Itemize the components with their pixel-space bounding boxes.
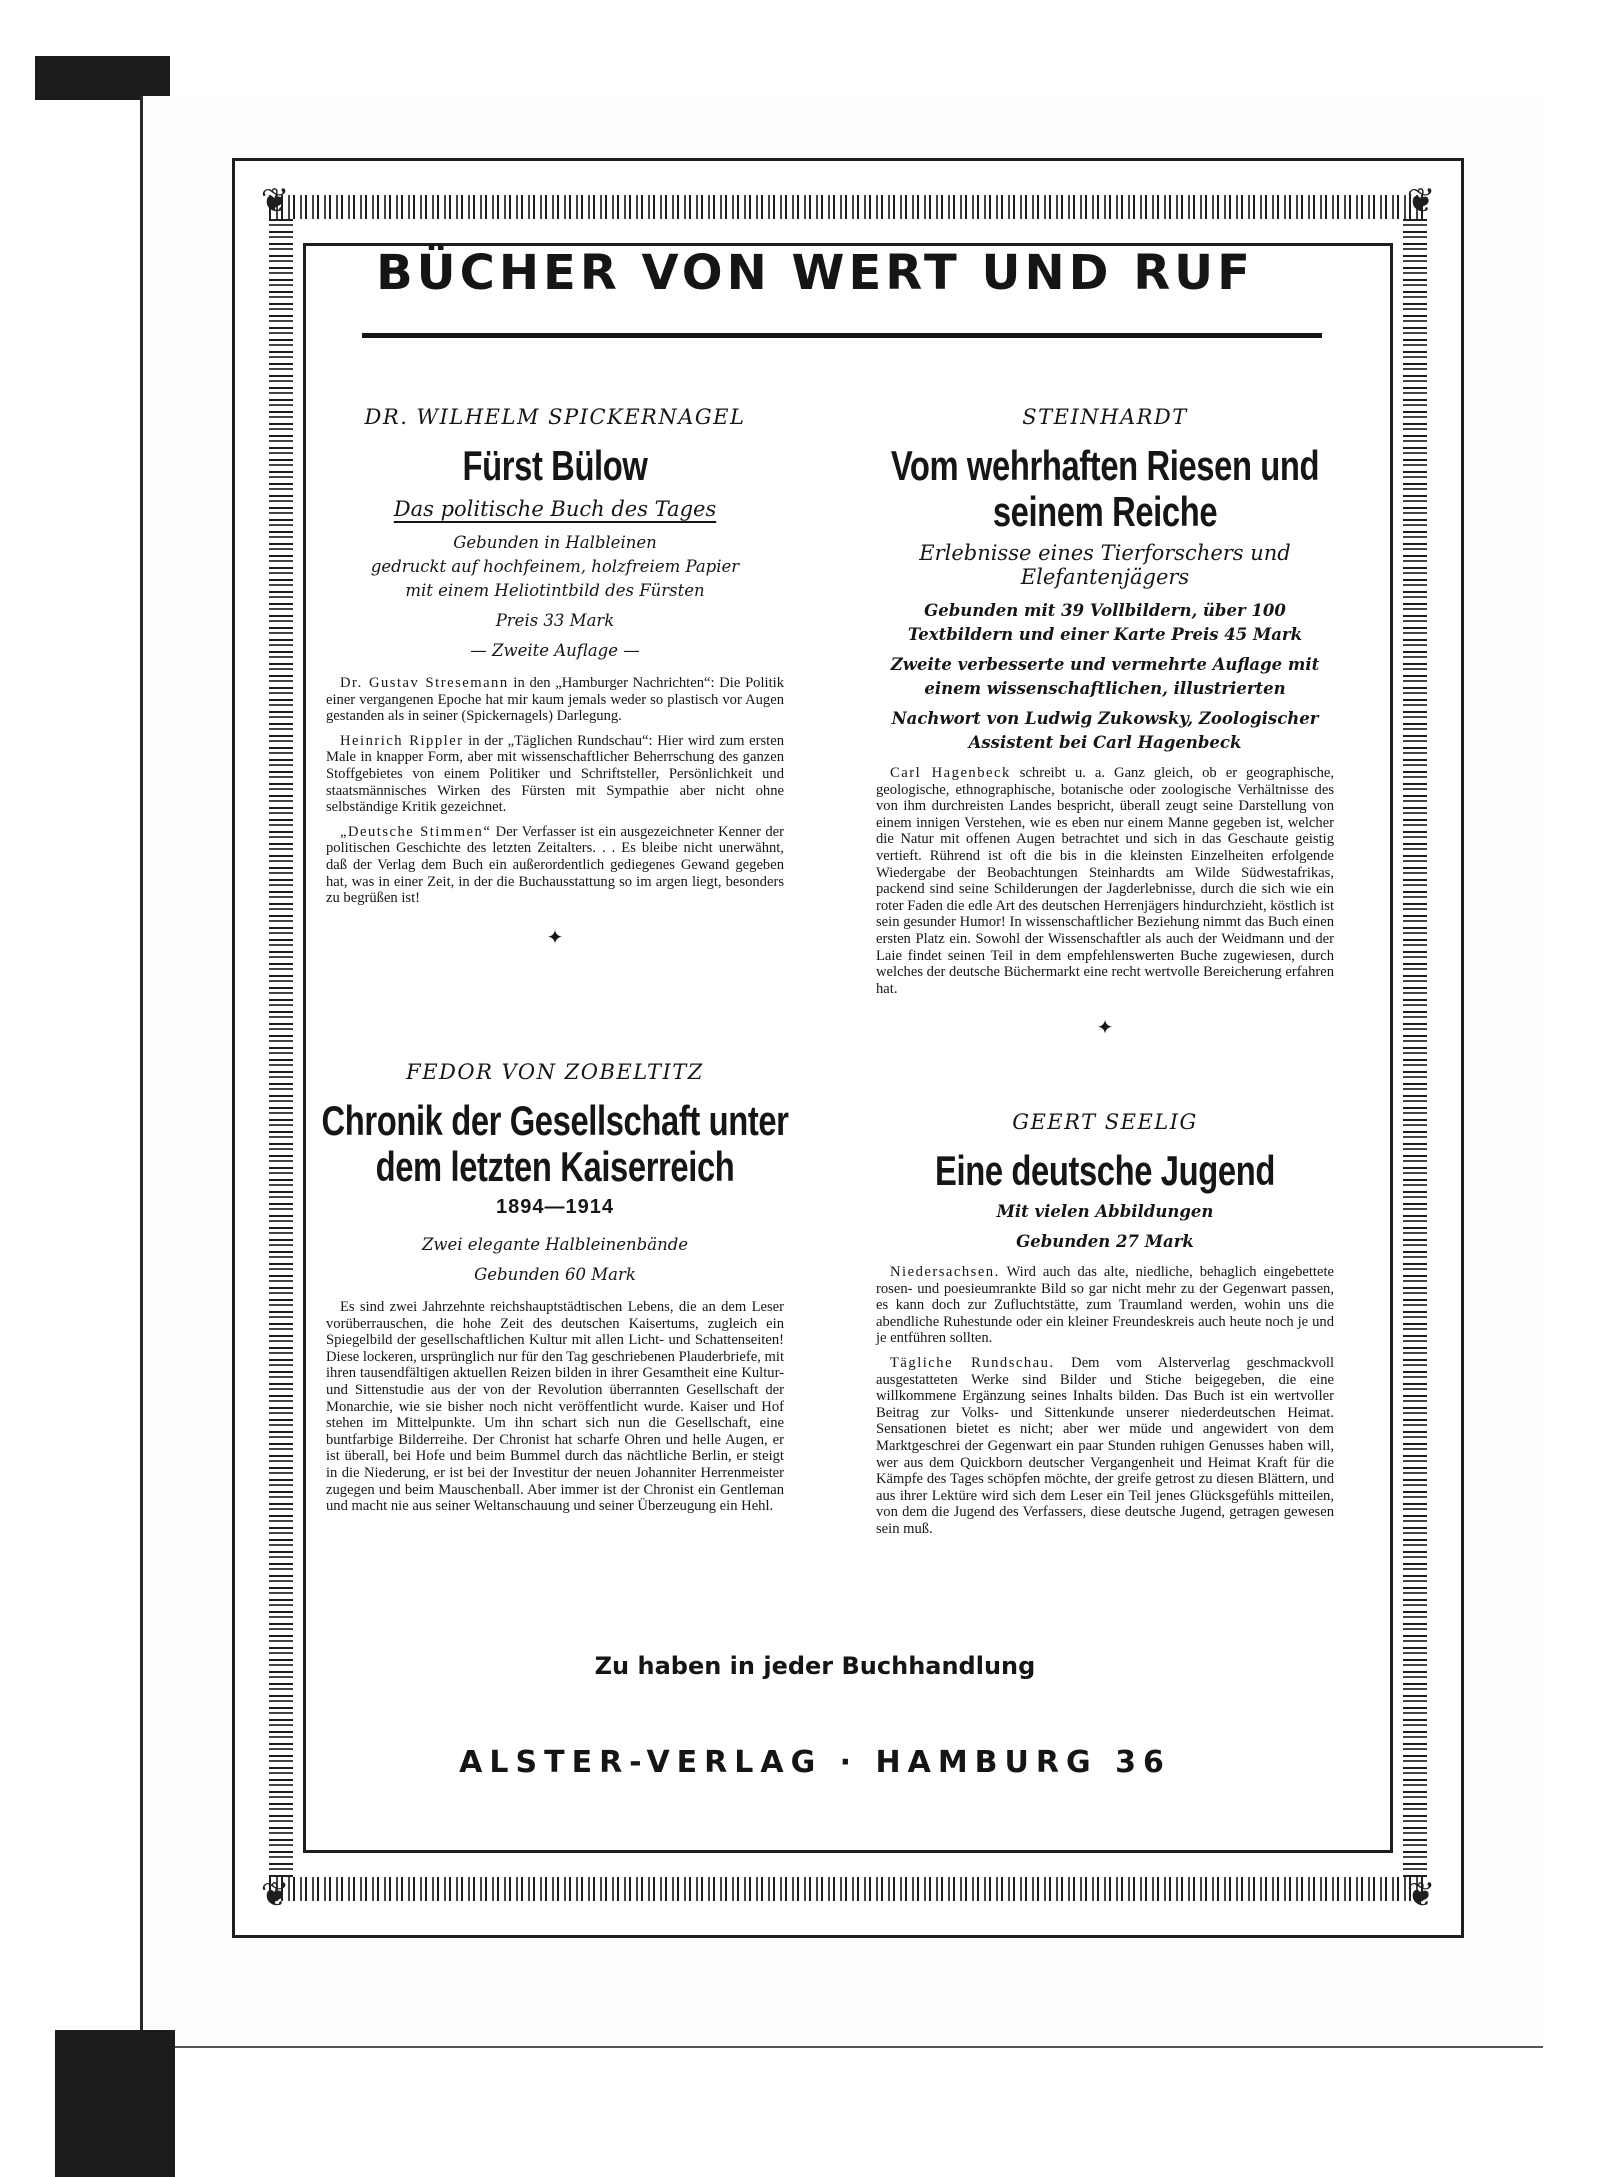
review-paragraph: „Deutsche Stimmen“ Der Verfasser ist ein ausgezeichneter Kenner der politischen Geschichte des letzten Zeitalters. . . Es bleibe nicht unerwähnt, daß der Verlag dem Buch ein außerordentlich gediegenes Gewand gegeben hat, was in einer Zeit, in der die Buchausstattung so im argen liegt, besonders zu begrüßen ist! <box>326 823 784 907</box>
page-title: BÜCHER VON WERT UND RUF <box>376 245 1254 301</box>
book-years: 1894—1914 <box>496 1196 614 1218</box>
book-title: Eine deutsche Jugend <box>935 1147 1275 1194</box>
corner-ornament-icon: ❦ <box>260 181 290 221</box>
book-author: GEERT SEELIG <box>1012 1110 1198 1134</box>
book-detail: Zwei elegante Halbleinenbände <box>421 1235 689 1254</box>
book-title: Chronik der Gesellschaft unter dem letzten Kaiserreich <box>321 1097 789 1190</box>
book-price: Gebunden 60 Mark <box>474 1265 636 1284</box>
corner-ornament-icon: ❦ <box>1406 1875 1436 1915</box>
book-detail: Zweite verbesserte und vermehrte Auflage mit einem wissenschaftlichen, illustrierten <box>890 655 1320 698</box>
publisher-imprint: ALSTER-VERLAG · HAMBURG 36 <box>459 1745 1171 1780</box>
book-subtitle: Erlebnisse eines Tierforschers und Elefantenjägers <box>919 541 1291 589</box>
book-spickernagel <box>320 405 790 969</box>
book-steinhardt <box>870 405 1340 1059</box>
corner-ornament-icon: ❦ <box>260 1875 290 1915</box>
book-author: DR. WILHELM SPICKERNAGEL <box>364 405 746 429</box>
review-paragraph: Es sind zwei Jahrzehnte reichshauptstädtischen Lebens, die an dem Leser vorüberrauschen, die hohe Zeit des deutschen Kaisertums, zugleich ein Spiegelbild der gesellschaftlichen Kultur mit allen Licht- und Schattenseiten! Diese lockeren, ursprünglich nur für den Tag geschriebenen Plauderbriefe, mit ihren tausendfältigen aktuellen Reizen bilden in ihrer Gesamtheit eine Kultur- und Sittenstudie aus der von der Revolution überrannten Gesellschaft der Monarchie, wie sie bisher noch nicht veröffentlicht wurde. Kaiser und Hof stehen im Mittelpunkte. Um ihn schart sich nun die Gesellschaft, eine buntfarbige Bilderreihe. Der Chronist hat scharfe Ohren und helle Augen, er ist überall, bei Hofe und beim Bummel durch das nächtliche Berlin, er steigt in die Niederung, er ist bei der Investitur der neuen Johanniter Herrenmeister zugegen und beim Mauschenball. Aber immer ist der Chronist ein Gentleman und macht nie aus seiner Weltanschauung und seiner Überzeugung ein Hehl. <box>326 1299 784 1515</box>
book-seelig <box>870 1110 1340 1546</box>
review-paragraph: Tägliche Rundschau. Dem vom Alsterverlag geschmackvoll ausgestatteten Werke sind Bilder und Stiche beigegeben, die eine willkommene Ergänzung seines Inhalts bilden. Das Buch ist ein wertvoller Beitrag zur Volks- und Sittenkunde unserer niederdeutschen Heimat. Sensationen bietet es nicht; aber wer müde und angewidert von dem Marktgeschrei der Gegenwart ein paar Stunden ruhigen Genusses haben will, wer aus dem Quickborn deutscher Vergangenheit und Heimat Kraft für die Kämpfe des Tages schöpfen möchte, der greife getrost zu diesen Blättern, und aus ihrer Lektüre wird sich dem Leser ein Teil jenes Glücksgefühls mitteilen, von dem die Jugend des Verfassers, diese deutsche Jugend, getragen gewesen sein muß. <box>876 1354 1334 1537</box>
book-detail: mit einem Heliotintbild des Fürsten <box>405 581 705 600</box>
separator-star-icon: ✦ <box>1096 1015 1114 1040</box>
availability-line: Zu haben in jeder Buchhandlung <box>594 1652 1036 1680</box>
book-title: Vom wehrhaften Riesen und seinem Reiche <box>890 442 1320 535</box>
separator-star-icon: ✦ <box>546 924 564 949</box>
review-paragraph: Carl Hagenbeck schreibt u. a. Ganz gleich, ob er geographische, geologische, ethnographische, botanische oder zoologische Verhältnisse des von ihm durchreisten Landes bespricht, überall zeugt seine Darstellung von einem innigen Verstehen, wie es eben nur einem Manne gegeben ist, welcher die Natur mit offenen Augen betrachtet und sich in das Geschaute geistig vertieft. Rührend ist oft die bis in die kleinsten Einzelheiten erfolgende Wiedergabe der Beobachtungen Steinhardts am Wilde Südwestafrikas, packend sind seine Schilderungen der Jagderlebnisse, durch die sich wie ein roter Faden die edle Art des deutschen Herrenjägers hindurchzieht, köstlich ist sein gesunder Humor! In wissenschaftlicher Beziehung nimmt das Buch einen ersten Platz ein. Sowohl der Wissenschaftler als auch der Weidmann und der Laie findet seinen Teil in dem empfehlenswerten Buche zugewiesen, durch welches der deutsche Büchermarkt eine recht wertvolle Bereicherung erfahren hat. <box>876 765 1334 997</box>
advertisement-content <box>300 245 1334 1845</box>
book-detail: Gebunden mit 39 Vollbildern, über 100 Textbildern und einer Karte Preis 45 Mark <box>907 601 1303 644</box>
book-detail: gedruckt auf hochfeinem, holzfreiem Papier <box>370 557 740 576</box>
corner-ornament-icon: ❦ <box>1406 181 1436 221</box>
title-rule <box>362 333 1322 338</box>
book-subtitle: Das politische Buch des Tages <box>393 497 717 521</box>
book-zobeltitz <box>320 1060 790 1523</box>
book-price: Preis 33 Mark <box>495 611 615 630</box>
book-author: STEINHARDT <box>1022 405 1188 429</box>
review-paragraph: Niedersachsen. Wird auch das alte, niedliche, behaglich eingebettete rosen- und poesieumrankte Bild so gar nicht mehr zu der Gegenwart passen, es kann doch zur Zufluchtstätte, zum Traumland werden, wohin uns die abendliche Ruhestunde oder ein kleiner Freundeskreis auch heute noch je und je entführen sollten. <box>876 1264 1334 1347</box>
book-title: Fürst Bülow <box>462 442 648 489</box>
scan-edge-bottom <box>55 2030 175 2177</box>
book-price: Gebunden 27 Mark <box>1016 1232 1194 1251</box>
book-detail: Mit vielen Abbildungen <box>996 1202 1214 1221</box>
review-paragraph: Dr. Gustav Stresemann in den „Hamburger Nachrichten“: Die Politik einer vergangenen Epoche hat mir kaum jemals weder so plastisch vor Augen gestanden als in seiner (Spickernagels) Darlegung. <box>326 675 784 725</box>
book-detail: Nachwort von Ludwig Zukowsky, Zoologischer Assistent bei Carl Hagenbeck <box>891 709 1319 752</box>
review-paragraph: Heinrich Rippler in der „Täglichen Rundschau“: Hier wird zum ersten Male in knapper Form, aber mit wissenschaftlicher Beherrschung des ganzen Stoffgebietes von einem Politiker und Schriftsteller, Persönlichkeit und staatsmännisches Wirken des Fürsten mit Sympathie aber nicht ohne selbständige Kritik gezeichnet. <box>326 732 784 816</box>
book-author: FEDOR VON ZOBELTITZ <box>406 1060 704 1084</box>
book-detail: Gebunden in Halbleinen <box>453 533 657 552</box>
scan-edge-top <box>35 56 170 100</box>
book-edition: — Zweite Auflage — <box>470 641 640 660</box>
